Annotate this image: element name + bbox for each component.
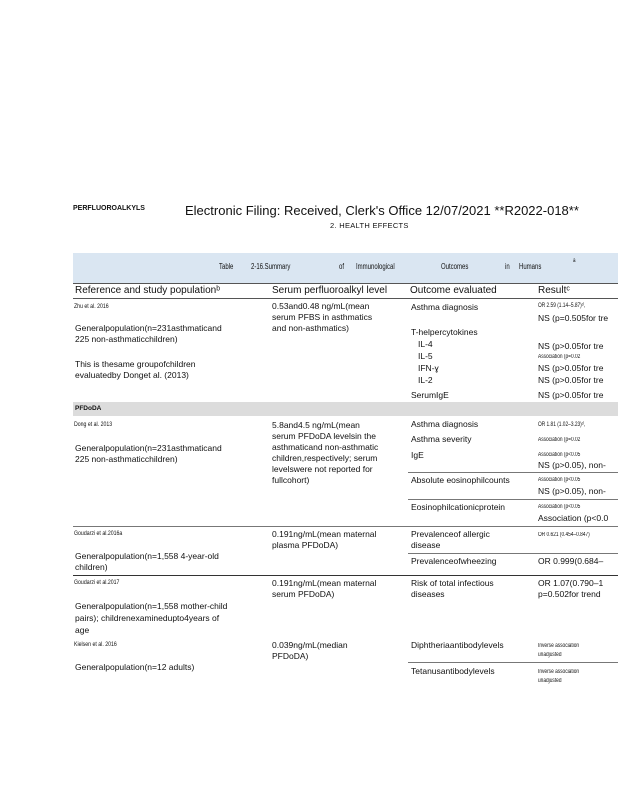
outcome: IFN-ɣ (418, 363, 439, 373)
result: NS (p>0.05for tre (538, 341, 604, 351)
serum-level: serum PFDoDA) (272, 589, 335, 599)
outcome: Diphtheriaantibodylevels (411, 640, 504, 650)
outcome: Asthma severity (411, 434, 472, 444)
population-note: evaluatedby Donget al. (2013) (75, 370, 189, 380)
serum-level: PFDoDA) (272, 651, 309, 661)
result: NS (p=0.505for tre (538, 313, 609, 323)
outcome: Risk of total infectious (411, 578, 494, 588)
header-bottom-rule (73, 298, 618, 299)
population: children) (75, 562, 108, 572)
population: 225 non-asthmaticchildren) (75, 334, 178, 344)
table-title-word: in (505, 262, 510, 271)
result: Association (p=0.02 (538, 437, 581, 443)
result: NS (p>0.05), non- (538, 486, 606, 496)
outcome: IL-4 (418, 339, 433, 349)
outcome: IgE (411, 450, 424, 460)
result: Association (p<0.05 (538, 477, 581, 483)
population: Generalpopulation(n=231asthmaticand (75, 443, 222, 453)
outcome: IL-2 (418, 375, 433, 385)
citation-goudarzi-2016a: Goudarzi et al.2016a (74, 530, 123, 537)
population: Generalpopulation(n=12 adults) (75, 662, 195, 672)
population-note: This is thesame groupofchildren (75, 359, 196, 369)
table-top-rule (73, 283, 618, 284)
outcome: Eosinophilcationicprotein (411, 502, 506, 512)
citation-goudarzi-2017: Goudarzi et al.2017 (74, 579, 120, 586)
row-divider (73, 526, 618, 527)
result: NS (p>0.05for tre (538, 375, 604, 385)
outcome: Asthma diagnosis (411, 302, 479, 312)
col-header-result: Resultᶜ (538, 285, 570, 296)
population: 225 non-asthmaticchildren) (75, 454, 178, 464)
filing-stamp: Electronic Filing: Received, Clerk's Office 12/07/2021 **R2022-018** (185, 203, 579, 218)
compound-band (73, 402, 618, 416)
result: NS (p>0.05for tre (538, 390, 604, 400)
serum-level: levelswere not reported for (272, 464, 373, 474)
outcome: diseases (411, 589, 445, 599)
chapter-header: PERFLUOROALKYLS (73, 205, 145, 212)
result: Association (p=0.02 (538, 354, 581, 360)
row-divider (408, 662, 618, 663)
result: NS (p>0.05), non- (538, 460, 606, 470)
outcome: Tetanusantibodylevels (411, 666, 495, 676)
result: p=0.502for trend (538, 589, 601, 599)
result: Association (p<0.05 (538, 452, 581, 458)
outcome: disease (411, 540, 441, 550)
citation-kielsen-2016: Kielsen et al. 2016 (74, 641, 117, 648)
table-title-word: of (339, 262, 345, 271)
result: unadjusted (538, 678, 562, 684)
col-header-outcome: Outcome evaluated (410, 285, 497, 296)
table-title-word: Outcomes (441, 262, 469, 271)
table-title-word: Immunological (356, 262, 395, 271)
serum-level: 0.191ng/mL(mean maternal (272, 578, 377, 588)
col-header-level: Serum perfluoroalkyl level (272, 285, 388, 296)
row-divider (408, 553, 618, 554)
row-divider (408, 499, 618, 500)
serum-level: 5.8and4.5 ng/mL(mean (272, 420, 360, 430)
col-header-reference: Reference and study populationᵇ (75, 285, 220, 296)
compound-label: PFDoDA (75, 405, 102, 412)
result: Association (p<0.05 (538, 504, 581, 510)
outcome: Prevalenceofwheezing (411, 556, 497, 566)
result: OR 0.621 (0.454–0.847) (538, 532, 590, 538)
row-divider (408, 472, 618, 473)
outcome: SerumIgE (411, 390, 449, 400)
result: OR 1.81 (1.02–3.23)ᵈ, (538, 422, 585, 428)
serum-level: fullcohort) (272, 475, 310, 485)
population: Generalpopulation(n=1,558 mother-child (75, 601, 228, 611)
serum-level: 0.191ng/mL(mean maternal (272, 529, 377, 539)
serum-level: asthmaticand non-asthmatic (272, 442, 379, 452)
table-title-word: Table (219, 262, 234, 271)
outcome: T-helpercytokines (411, 327, 478, 337)
serum-level: plasma PFDoDA) (272, 540, 339, 550)
outcome: Prevalenceof allergic (411, 529, 490, 539)
population: Generalpopulation(n=231asthmaticand (75, 323, 222, 333)
result: Inverse association (538, 643, 580, 649)
result: unadjusted (538, 652, 562, 658)
result: NS (p>0.05for tre (538, 363, 604, 373)
table-title-word: 2-16.Summary (251, 262, 291, 271)
serum-level: serum PFBS in asthmatics (272, 312, 373, 322)
table-title-word: Humans (519, 262, 542, 271)
population: Generalpopulation(n=1,558 4-year-old (75, 551, 219, 561)
result: OR 0.999(0.684– (538, 556, 604, 566)
population: age (75, 625, 90, 635)
serum-level: 0.53and0.48 ng/mL(mean (272, 301, 370, 311)
table-title-banner (73, 253, 618, 283)
result: Inverse association (538, 669, 580, 675)
serum-level: children,respectively; serum (272, 453, 378, 463)
outcome: Absolute eosinophilcounts (411, 475, 510, 485)
result: OR 2.59 (1.14–5.87)ᵈ, (538, 303, 585, 309)
result: OR 1.07(0.790–1 (538, 578, 604, 588)
population: pairs); childrenexaminedupto4years of (75, 613, 220, 623)
result: Association (p<0.0 (538, 513, 609, 523)
table-title-footnote: a (573, 258, 576, 264)
outcome: IL-5 (418, 351, 433, 361)
citation-zhu-2016: Zhu et al. 2016 (74, 303, 109, 310)
serum-level: and non-asthmatics) (272, 323, 350, 333)
citation-dong-2013: Dong et al. 2013 (74, 421, 113, 428)
serum-level: 0.039ng/mL(median (272, 640, 348, 650)
outcome: Asthma diagnosis (411, 419, 479, 429)
row-divider (73, 575, 618, 576)
section-header: 2. HEALTH EFFECTS (330, 221, 409, 230)
serum-level: serum PFDoDA levelsin the (272, 431, 376, 441)
